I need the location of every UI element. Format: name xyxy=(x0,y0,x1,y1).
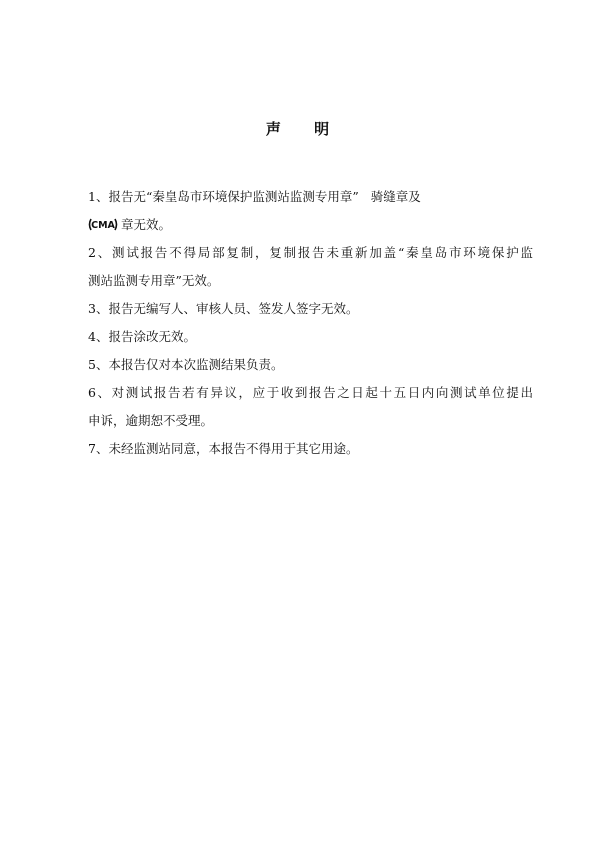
statement-item-6 xyxy=(88,379,533,435)
statement-item-4-line-1: 4、报告涂改无效。 xyxy=(88,329,196,344)
page-title: 声 明 xyxy=(265,120,344,138)
statement-item-3-line-1: 3、报告无编写人、审核人员、签发人签字无效。 xyxy=(88,301,359,316)
statement-item-1-line-2: CMA 章无效。 xyxy=(88,211,533,239)
statement-item-6-line-1: 6、对测试报告若有异议，应于收到报告之日起十五日内向测试单位提出 xyxy=(88,385,533,400)
statement-item-5 xyxy=(88,351,533,379)
statement-item-6-line-2: 申诉，逾期恕不受理。 xyxy=(88,413,214,428)
statement-item-2-line-2: 测站监测专用章”无效。 xyxy=(88,273,220,288)
statement-item-1-line-1: 1、报告无“秦皇岛市环境保护监测站监测专用章” 骑缝章及 xyxy=(88,189,421,204)
statement-item-4 xyxy=(88,323,533,351)
statement-item-7-line-1: 7、未经监测站同意，本报告不得用于其它用途。 xyxy=(88,441,359,456)
cma-seal-icon xyxy=(88,217,118,232)
statement-item-5-line-1: 5、本报告仅对本次监测结果负责。 xyxy=(88,357,284,372)
statement-item-7 xyxy=(88,435,533,463)
statement-list xyxy=(88,183,533,463)
svg-text:CMA: CMA xyxy=(91,220,115,232)
statement-item-2-line-1: 2、测试报告不得局部复制，复制报告未重新加盖“秦皇岛市环境保护监 xyxy=(88,245,533,260)
statement-item-2 xyxy=(88,239,533,295)
statement-item-1 xyxy=(88,183,533,239)
statement-item-3 xyxy=(88,295,533,323)
